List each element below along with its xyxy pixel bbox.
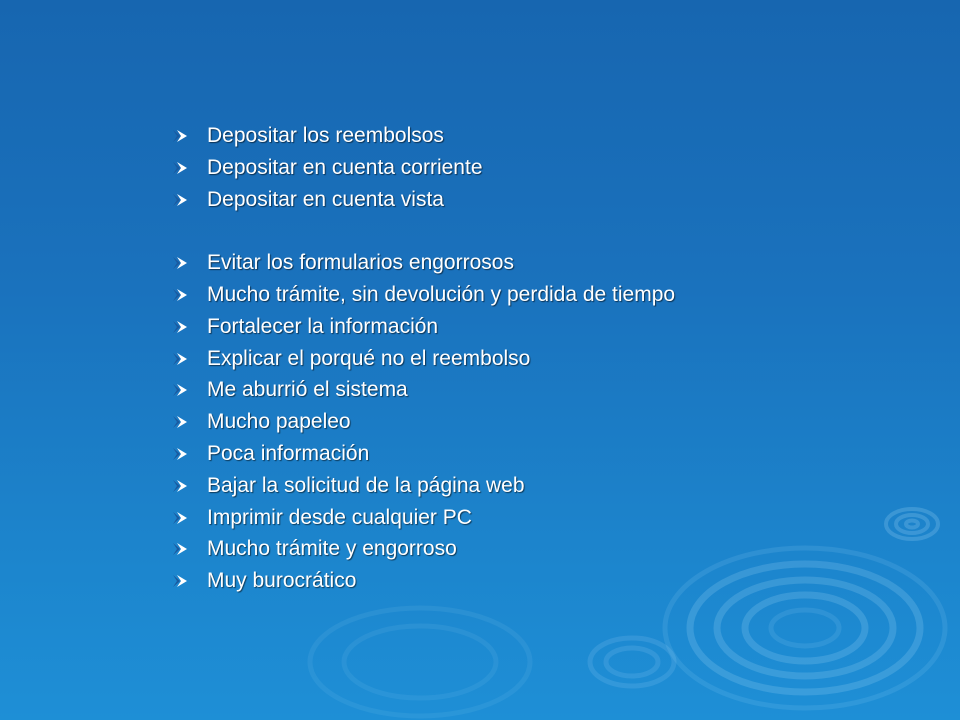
list-item-text: Poca información [207, 441, 370, 465]
list-item-text: Depositar en cuenta vista [207, 187, 444, 211]
list-item-text: Mucho trámite y engorroso [207, 537, 457, 561]
arrow-bullet-icon [172, 479, 188, 493]
arrow-bullet-icon [172, 193, 188, 207]
arrow-bullet-icon [172, 256, 188, 270]
arrow-bullet-icon [172, 511, 188, 525]
list-item-text: Mucho papeleo [207, 410, 351, 434]
arrow-bullet-icon [172, 574, 188, 588]
list-item-text: Depositar los reembolsos [207, 124, 444, 147]
arrow-bullet-icon [172, 383, 188, 397]
arrow-bullet-icon [172, 542, 188, 556]
list-item-text: Depositar en cuenta corriente [207, 155, 483, 179]
list-item-text: Bajar la solicitud de la página web [207, 473, 525, 497]
arrow-bullet-icon [172, 447, 188, 461]
arrow-bullet-icon [172, 161, 188, 175]
list-item-text: Evitar los formularios engorrosos [207, 251, 514, 275]
arrow-bullet-icon [172, 288, 188, 302]
arrow-bullet-icon [172, 415, 188, 429]
list-item-text: Imprimir desde cualquier PC [207, 505, 472, 529]
list-item-text: Fortalecer la información [207, 314, 439, 338]
list-item-text: Muy burocrático [207, 569, 357, 593]
arrow-bullet-icon [172, 320, 188, 334]
list-item-text: Me aburrió el sistema [207, 378, 408, 402]
list-item-text: Mucho trámite, sin devolución y perdida de tiempo [207, 282, 676, 306]
arrow-bullet-icon [172, 129, 188, 143]
list-item-text: Explicar el porqué no el reembolso [207, 346, 531, 370]
arrow-bullet-icon [172, 352, 188, 366]
